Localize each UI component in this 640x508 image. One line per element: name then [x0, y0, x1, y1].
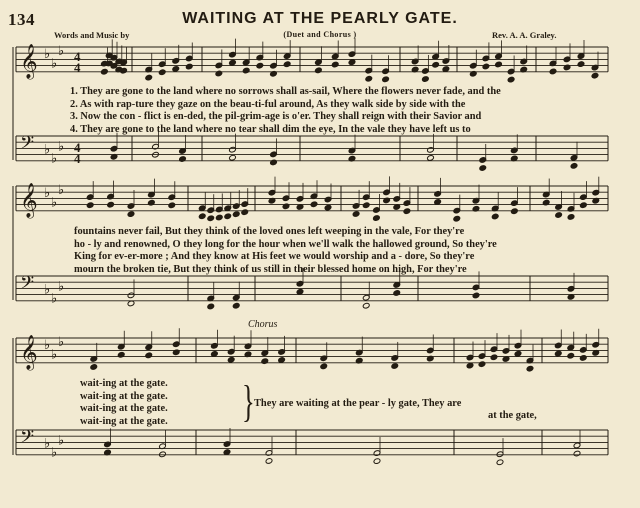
verse-line: wait-ing at the gate. [80, 378, 168, 389]
note-head [242, 67, 250, 74]
time-sig-bottom: 4 [74, 60, 81, 75]
note-head [422, 76, 430, 83]
note-head [198, 213, 206, 220]
note-head [373, 215, 381, 222]
note-head [391, 363, 399, 370]
note-head [145, 352, 153, 359]
note-head [365, 75, 373, 82]
note-head [227, 357, 235, 364]
note-head [296, 289, 304, 296]
note-head [207, 303, 215, 310]
note-head [403, 208, 411, 215]
note-head [179, 156, 187, 163]
note-head [229, 59, 237, 66]
flat-icon: ♭ [58, 44, 65, 60]
verses-system-1 [70, 86, 501, 136]
note-head [478, 361, 486, 368]
note-head [127, 211, 135, 218]
note-head [320, 363, 328, 370]
verse-line: wait-ing at the gate. [80, 390, 168, 402]
note-head [232, 302, 240, 309]
note-head [479, 165, 487, 172]
verse-line: 3. Now the con - flict is en-ded, the pil-grim-age is o'er. They shall reign with their Savior and [70, 111, 482, 123]
time-sig-bottom: 4 [74, 151, 81, 166]
note-head [507, 76, 515, 83]
verse-line: 4. They are gone to the land where no tear shall dim the eye, In the vale they have left us to [70, 123, 471, 135]
note-head [261, 358, 269, 365]
hymn-title: WAITING AT THE PEARLY GATE. [182, 10, 458, 27]
note-head [256, 62, 264, 69]
flat-icon: ♭ [58, 183, 65, 199]
note-head [215, 214, 223, 221]
note-head [482, 63, 490, 70]
note-head [490, 354, 498, 361]
note-head [466, 362, 474, 369]
note-head [570, 163, 578, 170]
note-head [579, 355, 587, 362]
verse-line: King for ev-er-more ; And they know at His feet we would worship and a - dore, So they're [74, 251, 475, 263]
flat-icon: ♭ [51, 56, 58, 72]
verse-brace: } [242, 377, 255, 426]
note-head [393, 290, 401, 297]
note-head [145, 74, 153, 81]
time-signature-bass [74, 142, 81, 164]
note-head [168, 202, 176, 209]
note-head [496, 459, 504, 466]
note-head [283, 61, 291, 68]
note-head [591, 72, 599, 79]
flat-icon: ♭ [44, 186, 51, 202]
note-head [567, 214, 575, 221]
note-head [549, 68, 557, 75]
note-head [573, 450, 581, 457]
note-head [215, 70, 223, 77]
note-head [472, 292, 480, 299]
time-signature-treble [74, 51, 81, 73]
flat-icon: ♭ [44, 142, 51, 158]
note-head [229, 154, 237, 161]
bass-clef-icon: 𝄢 [20, 427, 35, 452]
note-head [511, 208, 519, 215]
flat-icon: ♭ [51, 151, 58, 167]
note-head [211, 351, 219, 358]
verses-system-2 [74, 226, 497, 276]
note-head [172, 66, 180, 73]
note-head [352, 211, 360, 218]
flat-icon: ♭ [44, 282, 51, 298]
verse-line: wait-ing at the gate. [80, 403, 168, 415]
note-head [90, 364, 98, 371]
flat-icon: ♭ [51, 195, 58, 211]
verses-system-3 [80, 378, 168, 428]
note-head [491, 213, 499, 220]
note-head [362, 302, 370, 309]
note-head [86, 202, 94, 209]
flat-icon: ♭ [44, 47, 51, 63]
note-head [185, 63, 193, 70]
verse-line: mourn the broken tie, But they think of us still in their blessed home on high, For they're [74, 263, 467, 275]
note-head [265, 458, 273, 465]
note-head [278, 357, 286, 364]
bass-clef-icon: 𝄢 [20, 133, 35, 158]
note-head [107, 201, 115, 208]
chorus-label: Chorus [248, 319, 278, 330]
treble-clef-icon: 𝄞 [20, 44, 38, 79]
time-sig-top: 4 [74, 49, 81, 64]
note-head [495, 61, 503, 68]
page-number: 134 [8, 10, 35, 29]
time-sig-top: 4 [74, 140, 81, 155]
note-head [567, 352, 575, 359]
note-head [315, 67, 323, 74]
note-head [348, 59, 356, 66]
note-head [577, 61, 585, 68]
clefs [20, 44, 64, 461]
treble-clef-icon: 𝄞 [20, 335, 38, 370]
note-head [101, 68, 109, 75]
note-head [117, 352, 125, 359]
note-head [580, 202, 588, 209]
note-head [427, 155, 435, 162]
note-head [453, 215, 461, 222]
flat-icon: ♭ [44, 338, 51, 354]
note-head [207, 215, 215, 222]
note-head [432, 62, 440, 69]
chorus-line-2: at the gate, [488, 410, 537, 421]
note-head [270, 159, 278, 166]
chorus-line-1: They are waiting at the pear - ly gate, They are [254, 398, 462, 409]
note-head [563, 64, 571, 71]
verse-line: ho - ly and renowned, O they long for the hour when we'll walk the hallowed ground, So they're [74, 238, 497, 250]
flat-icon: ♭ [51, 347, 58, 363]
flat-icon: ♭ [58, 335, 65, 351]
credit-author: Rev. A. A. Graley. [492, 30, 557, 40]
note-head [554, 350, 562, 357]
flat-icon: ♭ [51, 291, 58, 307]
note-head [324, 204, 332, 211]
hymn-subtitle: (Duet and Chorus ) [283, 30, 357, 39]
note-head [159, 451, 167, 458]
note-head [158, 69, 166, 76]
verse-line: 2. As with rap-ture they gaze on the beau-ti-ful around, As they walk side by side with the [70, 98, 466, 110]
flat-icon: ♭ [58, 279, 65, 295]
verse-line: 1. They are gone to the land where no sorrows shall as-sail, Where the flowers never fade, and the [70, 86, 501, 97]
note-head [232, 211, 240, 218]
verse-line: fountains never fail, But they think of the loved ones left weeping in the vale, For they're [74, 226, 465, 237]
note-head [224, 213, 232, 220]
credit-words-music: Words and Music by [54, 30, 130, 40]
note-head [555, 212, 563, 219]
note-head [310, 201, 318, 208]
note-head [241, 209, 249, 216]
flat-icon: ♭ [51, 445, 58, 461]
note-head [382, 76, 390, 83]
note-head [514, 350, 522, 357]
note-head [362, 202, 370, 209]
flat-icon: ♭ [58, 139, 65, 155]
note-head [282, 203, 290, 210]
note-head [442, 66, 450, 73]
note-head [331, 61, 339, 68]
note-head [526, 365, 534, 372]
flat-icon: ♭ [58, 433, 65, 449]
bass-clef-icon: 𝄢 [20, 273, 35, 298]
verse-line: wait-ing at the gate. [80, 415, 168, 427]
treble-clef-icon: 𝄞 [20, 183, 38, 218]
note-head [373, 458, 381, 465]
flat-icon: ♭ [44, 436, 51, 452]
